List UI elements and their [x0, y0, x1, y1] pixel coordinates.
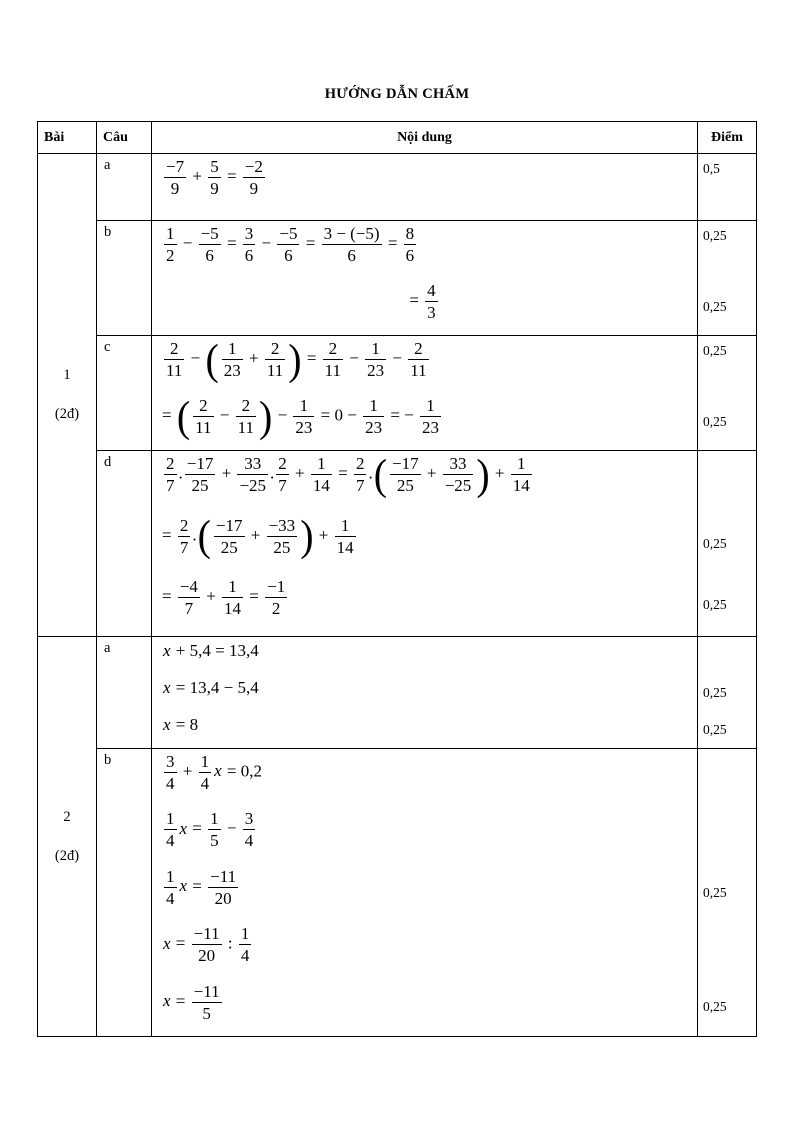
fraction-numerator: 2	[178, 516, 191, 537]
fraction-denominator: 2	[166, 246, 175, 266]
fraction-numerator: −33	[267, 516, 298, 537]
fraction	[178, 577, 200, 618]
col-header-diem: Điểm	[698, 122, 757, 154]
fraction	[199, 224, 221, 265]
fraction	[265, 339, 285, 380]
fraction-denominator: 4	[200, 774, 210, 794]
fraction-numerator: 1	[164, 224, 177, 245]
fraction-numerator: −11	[192, 982, 222, 1003]
point-cell	[697, 864, 756, 921]
math-expression: $\frac{1}{2}$ − $\frac{-5}{6}$ = $\frac{3}{6}$ − $\frac{-5}{6}$ = $\frac{3 - (-5)}{6}$ = $\frac{8}{6}$	[166, 224, 415, 266]
fraction-denominator: 7	[355, 476, 365, 496]
fraction-denominator: 14	[224, 599, 242, 619]
math-expression: $\frac{2}{11}$ − ( $\frac{1}{23}$ + $\frac{2}{11}$ ) = $\frac{2}{11}$ − $\frac{1}{23}$ − $\frac{2}{11}$	[166, 334, 427, 384]
fraction-numerator: 3 − (−5)	[322, 224, 382, 245]
fraction	[236, 396, 256, 437]
fraction	[354, 454, 367, 495]
fraction-denominator: 2	[271, 599, 281, 619]
fraction-denominator: 25	[273, 537, 291, 557]
fraction-denominator: 9	[249, 179, 259, 199]
table-row	[38, 637, 757, 749]
question-label: a	[104, 640, 111, 656]
fraction-numerator: 5	[208, 157, 221, 178]
fraction-denominator: 4	[240, 946, 250, 966]
fraction-numerator: 2	[164, 339, 184, 360]
point-cell	[697, 806, 756, 863]
fraction-denominator: 14	[512, 476, 530, 496]
fraction	[239, 924, 252, 965]
fraction-denominator: 11	[195, 418, 212, 438]
fraction	[276, 454, 289, 495]
fraction-denominator: −25	[444, 476, 472, 496]
solution-lines	[152, 336, 756, 450]
question-cell	[97, 154, 152, 221]
fraction	[390, 454, 421, 495]
exercise-cell	[38, 637, 97, 1037]
fraction-numerator: 1	[365, 339, 386, 360]
fraction	[164, 752, 177, 793]
math-expression: x + 5,4 = 13,4	[163, 641, 259, 660]
solution-line	[152, 637, 756, 674]
exercise-number: 2	[63, 808, 71, 825]
fraction-denominator: 20	[198, 946, 216, 966]
fraction-denominator: 6	[284, 246, 293, 266]
math-expression: x = $\frac{-11}{5}$	[163, 981, 220, 1023]
fraction	[265, 577, 287, 618]
fraction-denominator: 11	[266, 361, 284, 381]
fraction	[208, 867, 238, 908]
fraction-denominator: 6	[244, 246, 254, 266]
fraction	[323, 339, 343, 380]
variable-x: x	[163, 933, 171, 953]
solution-line	[152, 979, 756, 1036]
fraction	[214, 516, 245, 557]
fraction-denominator: 14	[336, 537, 354, 557]
exercise-points-label: (2đ)	[54, 847, 80, 864]
fraction	[164, 224, 177, 265]
fraction-denominator: 25	[220, 537, 238, 557]
fraction-denominator: 7	[184, 599, 194, 619]
fraction-denominator: −25	[239, 476, 267, 496]
fraction-denominator: 20	[214, 888, 232, 908]
content-cell	[152, 336, 757, 451]
fraction	[322, 224, 382, 265]
fraction	[208, 157, 221, 198]
fraction-denominator: 11	[410, 361, 427, 381]
variable-x: x	[163, 678, 171, 697]
question-label: b	[104, 752, 112, 768]
fraction	[237, 454, 268, 495]
point-cell	[697, 637, 756, 674]
point-cell	[697, 221, 756, 278]
fraction-denominator: 6	[405, 246, 415, 266]
fraction	[199, 752, 212, 793]
exercise-points-label: (2đ)	[54, 406, 80, 422]
fraction	[193, 396, 213, 437]
fraction-denominator: 4	[166, 774, 175, 794]
fraction-denominator: 4	[166, 888, 175, 908]
fraction	[425, 281, 438, 322]
fraction-denominator: 3	[427, 303, 436, 323]
point-value: 0,25	[703, 999, 727, 1015]
fraction-numerator: 1	[208, 809, 221, 830]
question-label: d	[104, 454, 112, 470]
point-cell	[697, 921, 756, 978]
solution-line	[152, 278, 756, 335]
variable-x: x	[163, 715, 171, 734]
solution-line	[152, 221, 756, 278]
fraction-numerator: 1	[222, 577, 243, 598]
fraction-numerator: −5	[277, 224, 299, 245]
math-expression: = $\frac{2}{7}$ .( $\frac{-17}{25}$ + $\frac{-33}{25}$ ) + $\frac{1}{14}$	[162, 511, 354, 560]
solution-lines	[152, 637, 756, 748]
fraction-numerator: 1	[420, 396, 441, 417]
fraction-numerator: 2	[265, 339, 285, 360]
point-value: 0,25	[703, 298, 727, 314]
solution-line	[152, 806, 756, 863]
fraction-denominator: 5	[210, 831, 219, 851]
fraction	[243, 157, 265, 198]
fraction-numerator: 33	[443, 454, 474, 475]
fraction-denominator: 11	[237, 418, 254, 438]
fraction-denominator: 7	[166, 476, 175, 496]
variable-x: x	[163, 641, 171, 660]
fraction-denominator: 7	[278, 476, 287, 496]
point-cell	[697, 979, 756, 1036]
solution-line	[152, 921, 756, 978]
fraction	[404, 224, 417, 265]
math-expression: $\frac{1}{4}$ x = $\frac{1}{5}$ − $\frac{3}{4}$	[166, 809, 254, 851]
solution-line	[152, 451, 756, 513]
fraction	[185, 454, 216, 495]
col-header-bai: Bài	[38, 122, 97, 154]
question-label: b	[104, 224, 112, 240]
fraction-denominator: 25	[396, 476, 414, 496]
solution-lines	[152, 154, 756, 220]
solution-line	[152, 864, 756, 921]
fraction-denominator: 25	[191, 476, 209, 496]
col-header-cau: Câu	[97, 122, 152, 154]
fraction-numerator: 2	[236, 396, 256, 417]
fraction-denominator: 11	[166, 361, 183, 381]
fraction-numerator: 4	[425, 281, 438, 302]
fraction-denominator: 6	[347, 246, 356, 266]
fraction-denominator: 23	[367, 361, 385, 381]
fraction	[363, 396, 384, 437]
content-cell	[152, 154, 757, 221]
table-row	[38, 154, 757, 221]
question-cell	[97, 637, 152, 749]
fraction	[222, 339, 243, 380]
fraction-numerator: 1	[199, 752, 212, 773]
point-cell	[697, 393, 756, 450]
fraction-numerator: 3	[243, 224, 256, 245]
fraction	[164, 339, 184, 380]
fraction-denominator: 7	[179, 537, 189, 557]
fraction-denominator: 4	[244, 831, 254, 851]
fraction-numerator: −1	[265, 577, 287, 598]
point-cell	[697, 513, 756, 575]
fraction-denominator: 23	[223, 361, 241, 381]
math-expression: x = 8	[163, 715, 199, 734]
header-row	[38, 122, 757, 154]
table-row	[38, 451, 757, 637]
question-label: a	[104, 157, 111, 173]
fraction	[164, 454, 177, 495]
fraction-numerator: −2	[243, 157, 265, 178]
col-header-noi-dung: Nội dung	[152, 122, 698, 154]
math-expression: x = 13,4 − 5,4	[163, 678, 259, 697]
fraction	[192, 924, 222, 965]
solution-line	[152, 513, 756, 575]
point-value: 0,25	[703, 535, 727, 551]
fraction	[222, 577, 243, 618]
solution-line	[152, 393, 756, 450]
fraction	[293, 396, 314, 437]
fraction-numerator: 33	[237, 454, 268, 475]
solution-line	[152, 336, 756, 393]
page-title: HƯỚNG DẪN CHẤM	[324, 86, 470, 102]
table-body	[38, 154, 757, 1037]
question-label: c	[104, 339, 111, 355]
fraction-denominator: 5	[202, 1003, 211, 1023]
fraction	[277, 224, 299, 265]
fraction	[511, 454, 532, 495]
exercise-cell	[38, 154, 97, 637]
solution-lines	[152, 221, 756, 335]
fraction	[164, 867, 177, 908]
point-cell	[697, 451, 756, 513]
exercise-number: 1	[63, 367, 71, 383]
table-row	[38, 749, 757, 1037]
fraction	[192, 982, 222, 1023]
math-expression: = $\frac{4}{3}$	[409, 281, 436, 323]
solution-line	[152, 749, 756, 806]
fraction-denominator: 9	[210, 179, 219, 199]
fraction-denominator: 23	[422, 418, 440, 438]
fraction-numerator: 1	[511, 454, 532, 475]
fraction-denominator: 14	[312, 476, 330, 496]
math-expression: = $\frac{-4}{7}$ + $\frac{1}{14}$ = $\frac{-1}{2}$	[162, 577, 286, 619]
fraction-denominator: 23	[295, 418, 313, 438]
math-expression: $\frac{2}{7}$ . $\frac{-17}{25}$ + $\frac{33}{-25}$ . $\frac{2}{7}$ + $\frac{1}{14}$ = $\frac{2}{7}$ .( $\frac{-17}{25}$ + $\frac{33}{-25}$ ) + $\frac{1}{14}$	[166, 449, 530, 499]
point-cell	[697, 674, 756, 711]
question-cell	[97, 221, 152, 336]
fraction	[164, 157, 186, 198]
point-value: 0,25	[703, 597, 727, 613]
solution-line	[152, 711, 756, 748]
fraction-numerator: 2	[354, 454, 367, 475]
fraction-numerator: 2	[164, 454, 177, 475]
math-expression: $\frac{1}{4}$ x = $\frac{-11}{20}$	[166, 866, 237, 908]
fraction	[267, 516, 298, 557]
content-cell	[152, 637, 757, 749]
content-cell	[152, 451, 757, 637]
fraction-numerator: 1	[363, 396, 384, 417]
fraction-numerator: −17	[214, 516, 245, 537]
content-cell	[152, 749, 757, 1037]
fraction-numerator: 2	[276, 454, 289, 475]
content-cell	[152, 221, 757, 336]
fraction	[243, 809, 256, 850]
table-row	[38, 336, 757, 451]
point-value: 0,25	[703, 343, 727, 358]
fraction-numerator: 2	[408, 339, 428, 360]
fraction-numerator: 1	[293, 396, 314, 417]
point-cell	[697, 749, 756, 806]
math-expression: x = $\frac{-11}{20}$ : $\frac{1}{4}$	[163, 924, 250, 966]
table-header	[38, 122, 757, 154]
fraction-numerator: 1	[335, 516, 356, 537]
point-value: 0,25	[703, 884, 727, 900]
fraction-numerator: 3	[164, 752, 177, 773]
fraction-denominator: 9	[170, 179, 180, 199]
point-cell	[697, 154, 756, 220]
fraction	[443, 454, 474, 495]
math-expression: = ( $\frac{2}{11}$ − $\frac{2}{11}$ ) − $\frac{1}{23}$ = 0 − $\frac{1}{23}$ = − $\frac{1}{23}$	[162, 391, 440, 441]
question-cell	[97, 451, 152, 637]
fraction-denominator: 23	[365, 418, 383, 438]
fraction-numerator: −17	[185, 454, 216, 475]
point-cell	[697, 574, 756, 636]
fraction-numerator: −17	[390, 454, 421, 475]
fraction-denominator: 11	[324, 361, 342, 381]
point-value: 0,25	[703, 721, 727, 737]
fraction	[335, 516, 356, 557]
solution-line	[152, 154, 756, 220]
solution-lines	[152, 749, 756, 1036]
solution-lines	[152, 451, 756, 636]
question-cell	[97, 336, 152, 451]
fraction	[311, 454, 332, 495]
variable-x: x	[179, 818, 188, 838]
fraction-numerator: −4	[178, 577, 200, 598]
variable-x: x	[163, 991, 171, 1011]
point-value: 0,5	[703, 161, 720, 176]
point-value: 0,25	[703, 684, 727, 700]
fraction-numerator: 1	[164, 867, 177, 888]
fraction	[365, 339, 386, 380]
math-expression: $\frac{3}{4}$ + $\frac{1}{4}$ x = 0,2	[166, 752, 262, 794]
fraction	[420, 396, 441, 437]
fraction-numerator: 1	[239, 924, 252, 945]
point-cell	[697, 336, 756, 393]
point-cell	[697, 278, 756, 335]
fraction	[408, 339, 428, 380]
fraction-numerator: 8	[404, 224, 417, 245]
fraction-numerator: 2	[323, 339, 343, 360]
grading-table	[37, 121, 757, 1037]
math-expression: $\frac{-7}{9}$ + $\frac{5}{9}$ = $\frac{-2}{9}$	[166, 157, 263, 199]
point-value: 0,25	[703, 413, 727, 429]
point-value: 0,25	[703, 228, 727, 243]
point-cell	[697, 711, 756, 748]
fraction-numerator: 2	[193, 396, 213, 417]
question-cell	[97, 749, 152, 1037]
variable-x: x	[214, 761, 222, 781]
fraction-numerator: 1	[311, 454, 332, 475]
fraction-numerator: −7	[164, 157, 186, 178]
fraction	[178, 516, 191, 557]
fraction-numerator: −5	[199, 224, 221, 245]
fraction-numerator: −11	[192, 924, 222, 945]
table-row	[38, 221, 757, 336]
solution-line	[152, 574, 756, 636]
fraction-numerator: 1	[164, 809, 177, 830]
solution-line	[152, 674, 756, 711]
fraction-numerator: −11	[208, 867, 238, 888]
fraction-denominator: 6	[205, 246, 214, 266]
fraction	[208, 809, 221, 850]
fraction	[243, 224, 256, 265]
fraction	[164, 809, 177, 850]
fraction-denominator: 4	[166, 831, 175, 851]
fraction-numerator: 1	[222, 339, 243, 360]
fraction-numerator: 3	[243, 809, 256, 830]
variable-x: x	[179, 876, 188, 896]
